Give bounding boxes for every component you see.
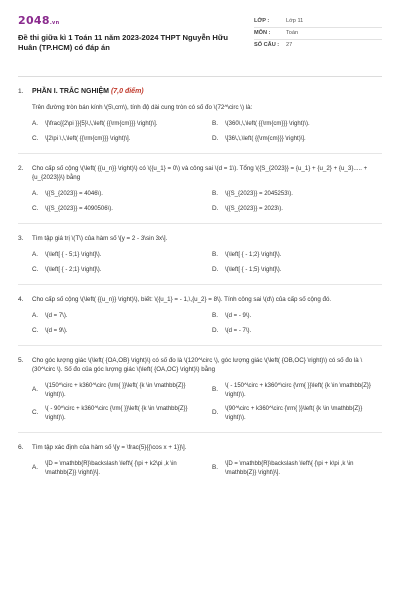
option-letter: A. <box>32 386 39 394</box>
option-text: \({S_{2023}} = 4090506\). <box>45 205 113 212</box>
question-text: Tìm tập giá trị \(T\) của hàm số \[y = 2 - 3\sin 3x\]. <box>32 235 168 242</box>
option-text: \(150^\circ + k360^\circ {\rm{ }}\left( {k \in \mathbb{Z}} \right)\). <box>45 383 186 398</box>
option-text: \(d = 9\). <box>45 327 68 334</box>
question-text: Cho cấp số cộng \(\left( {{u_n}} \right)\) có \({u_1} = 0\) và công sai \(d = 1\). Tổng \({S_{2023}} = {u_1} + {u_2} + {u_3}..... + {u_{2023}}\) bằng <box>32 165 368 181</box>
option-text: \({S_{2023}} = 2045253\). <box>225 191 293 197</box>
option-text: \(\left[ { - 2;1} \right]\). <box>45 266 102 273</box>
option-a[interactable] <box>32 251 202 260</box>
option-letter: D. <box>212 134 219 142</box>
option-text: \[D = \mathbb{R}\backslash \left\{ {\pi + k2\pi ,k \in \mathbb{Z}} \right\}\]. <box>45 461 177 476</box>
question-text: Tìm tập xác định của hàm số \[y = \frac{5}{{\cos x + 1}}\]. <box>32 444 187 451</box>
option-text: \[\frac{{2\pi }}{5}\,\,\left( {{\rm{cm}}} \right)\]. <box>45 121 158 127</box>
section-title: PHẦN I. TRẮC NGHIỆM <box>32 88 111 95</box>
option-b[interactable] <box>212 190 382 199</box>
option-letter: B. <box>212 464 219 472</box>
option-b[interactable] <box>212 251 382 260</box>
logo-main: 2048 <box>18 14 50 27</box>
question-body <box>32 234 382 274</box>
option-d[interactable] <box>212 205 382 214</box>
option-letter: A. <box>32 120 39 127</box>
meta-value: Toán <box>286 30 299 36</box>
answer-options <box>32 251 382 274</box>
document-header <box>18 0 382 68</box>
question-5 <box>18 356 382 422</box>
option-c[interactable] <box>32 327 202 336</box>
option-letter: A. <box>32 464 39 472</box>
question-number: 4. <box>18 296 24 303</box>
option-d[interactable] <box>212 405 382 422</box>
option-letter: C. <box>32 326 39 334</box>
question-separator <box>18 345 382 346</box>
option-letter: B. <box>212 386 219 394</box>
answer-options <box>32 382 382 422</box>
option-letter: C. <box>32 134 39 142</box>
option-text: \(d = - 9\). <box>225 313 252 319</box>
option-c[interactable] <box>32 135 202 144</box>
option-letter: B. <box>212 120 219 127</box>
option-text: \({S_{2023}} = 4046\). <box>45 191 103 197</box>
option-letter: C. <box>32 265 39 273</box>
question-number: 5. <box>18 357 24 364</box>
option-c[interactable] <box>32 266 202 275</box>
option-letter: D. <box>212 204 219 212</box>
question-body <box>32 356 382 422</box>
answer-options <box>32 120 382 143</box>
meta-value: 27 <box>286 42 293 48</box>
option-letter: C. <box>32 409 39 417</box>
question-1 <box>18 87 382 143</box>
meta-key: LỚP : <box>254 18 270 24</box>
answer-options <box>32 460 382 477</box>
option-letter: A. <box>32 190 39 197</box>
option-letter: B. <box>212 190 219 197</box>
question-body <box>32 164 382 213</box>
option-text: \(360\,\,\left( {{\rm{cm}}} \right)\). <box>225 121 310 127</box>
question-4 <box>18 295 382 335</box>
option-letter: D. <box>212 409 219 417</box>
option-text: \(90^\circ + k360^\circ {\rm{ }}\left( {k \in \mathbb{Z}} \right)\). <box>225 406 363 421</box>
question-body <box>32 87 382 143</box>
option-b[interactable] <box>212 120 382 129</box>
section-points: (7,0 điểm) <box>110 88 144 95</box>
option-letter: A. <box>32 312 39 319</box>
option-d[interactable] <box>212 327 382 336</box>
site-logo[interactable] <box>18 14 238 27</box>
answer-options <box>32 312 382 335</box>
question-separator <box>18 284 382 285</box>
option-text: \[2\pi \,\,\left( {{\rm{cm}}} \right)\]. <box>45 135 131 142</box>
logo-suffix: .vn <box>49 20 60 26</box>
question-separator <box>18 153 382 154</box>
option-d[interactable] <box>212 135 382 144</box>
option-text: \(\left[ { - 1;2} \right]\). <box>225 252 282 258</box>
option-text: \[36\,\,\left( {{\rm{cm}}} \right)\]. <box>225 135 306 142</box>
question-number: 1. <box>18 88 24 95</box>
question-number: 6. <box>18 444 24 451</box>
option-letter: C. <box>32 204 39 212</box>
meta-value: Lớp 11 <box>286 18 304 24</box>
option-text: \[D = \mathbb{R}\backslash \left\{ {\pi + k\pi ,k \in \mathbb{Z}} \right\}\]. <box>225 461 354 476</box>
meta-row-class <box>254 16 382 28</box>
question-body <box>32 443 382 477</box>
question-3 <box>18 234 382 274</box>
option-c[interactable] <box>32 405 202 422</box>
meta-row-count <box>254 40 382 51</box>
option-text: \(\left[ { - 5;1} \right]\). <box>45 252 102 258</box>
option-text: \( - 90^\circ + k360^\circ {\rm{ }}\left( {k \in \mathbb{Z}} \right)\). <box>45 406 188 421</box>
option-letter: D. <box>212 326 219 334</box>
option-text: \(d = 7\). <box>45 313 68 319</box>
option-letter: A. <box>32 251 39 258</box>
question-separator <box>18 223 382 224</box>
option-letter: B. <box>212 312 219 319</box>
option-b[interactable] <box>212 460 382 477</box>
option-a[interactable] <box>32 382 202 399</box>
option-letter: D. <box>212 265 219 273</box>
answer-options <box>32 190 382 213</box>
option-a[interactable] <box>32 312 202 321</box>
meta-key: SỐ CÂU : <box>254 42 280 48</box>
section-heading <box>32 87 382 96</box>
option-text: \({S_{2023}} = 2023\). <box>225 205 283 212</box>
question-text: Cho góc lượng giác \(\left( {OA,OB} \right)\) có số đo là \(120^\circ \), góc lượng giác \(\left( {OB,OC} \right)\) có số đo là \(30^\circ \). Số đo của góc lượng giác \(\left( {OA,OC} \right)\) bằng <box>32 357 363 373</box>
option-text: \( - 150^\circ + k360^\circ {\rm{ }}\left( {k \in \mathbb{Z}} \right)\). <box>225 383 371 398</box>
question-2 <box>18 164 382 213</box>
option-text: \(d = - 7\). <box>225 327 252 334</box>
question-6 <box>18 443 382 477</box>
option-a[interactable] <box>32 460 202 477</box>
question-separator <box>18 432 382 433</box>
question-text: Cho cấp số cộng \(\left( {{u_n}} \right)\), biết: \({u_1} = - 1,\,{u_2} = 8\). Tính công sai \(d\) của cấp số cộng đó. <box>32 296 332 303</box>
document-title: Đề thi giữa kì 1 Toán 11 năm 2023-2024 THPT Nguyễn Hữu Huân (TP.HCM) có đáp án <box>18 33 229 52</box>
question-number: 2. <box>18 165 24 172</box>
option-b[interactable] <box>212 382 382 399</box>
meta-key: MÔN : <box>254 30 271 36</box>
header-left <box>18 14 238 68</box>
header-divider <box>18 76 382 77</box>
document-meta <box>254 16 382 68</box>
option-text: \(\left[ { - 1;5} \right]\). <box>225 266 282 273</box>
option-c[interactable] <box>32 205 202 214</box>
option-a[interactable] <box>32 120 202 129</box>
meta-row-subject <box>254 28 382 40</box>
question-text: Trên đường tròn bán kính \(5\,cm\), tính độ dài cung tròn có số đo \(72^\circ \) là: <box>32 104 253 111</box>
option-letter: B. <box>212 251 219 258</box>
option-b[interactable] <box>212 312 382 321</box>
option-d[interactable] <box>212 266 382 275</box>
question-body <box>32 295 382 335</box>
option-a[interactable] <box>32 190 202 199</box>
question-number: 3. <box>18 235 24 242</box>
